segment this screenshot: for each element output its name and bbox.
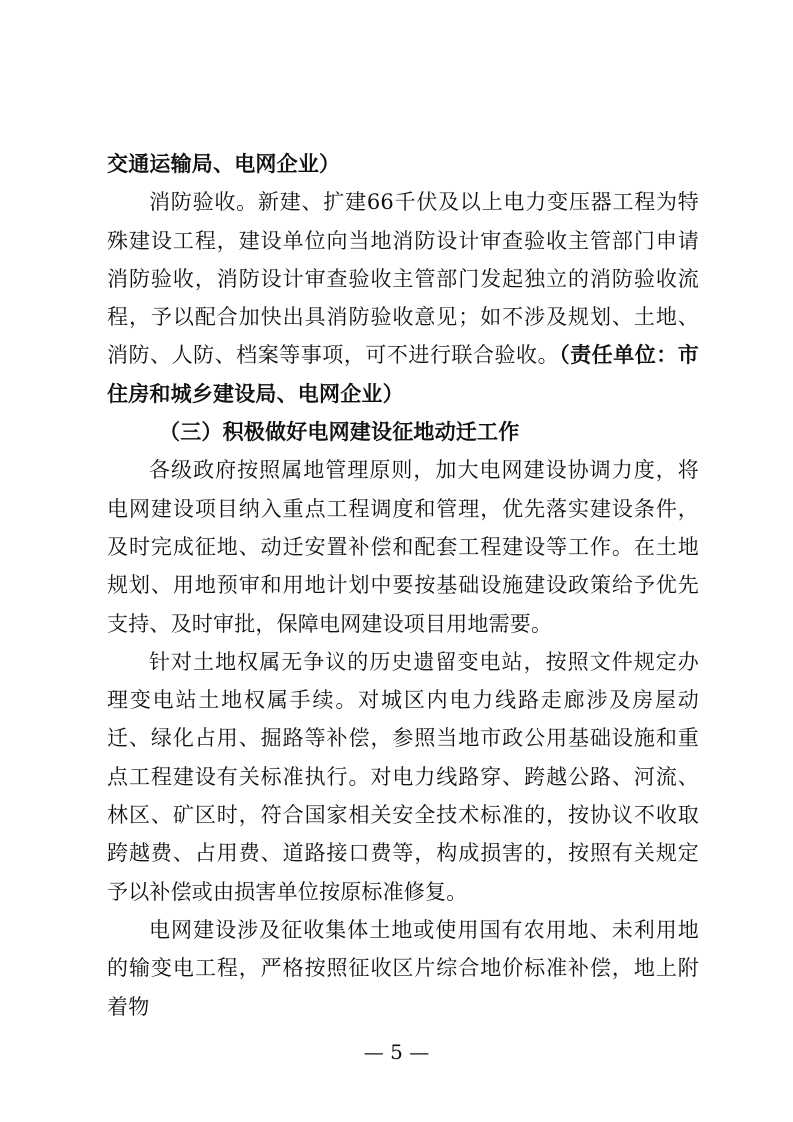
paragraph-land-coordination: 各级政府按照属地管理原则，加大电网建设协调力度，将电网建设项目纳入重点工程调度和管理，优先落实建设条件，及时完成征地、动迁安置补偿和配套工程建设等工作。在土地规划、用地预审和用地计划中要按基础设施建设政策给予优先支持、及时审批，保障电网建设项目用地需要。 [107, 458, 699, 636]
fire-acceptance-text: 消防验收。新建、扩建66千伏及以上电力变压器工程为特殊建设工程，建设单位向当地消防设计审查验收主管部门申请消防验收，消防设计审查验收主管部门发起独立的消防验收流程，予以配合加快出具消防验收意见；如不涉及规划、土地、消防、人防、档案等事项，可不进行联合验收。 [107, 190, 699, 368]
document-body [107, 145, 699, 1026]
paragraph-historical-substations: 针对土地权属无争议的历史遗留变电站，按照文件规定办理变电站土地权属手续。对城区内电力线路走廊涉及房屋动迁、绿化占用、掘路等补偿，参照当地市政公用基础设施和重点工程建设有关标准执行。对电力线路穿、跨越公路、河流、林区、矿区时，符合国家相关安全技术标准的，按协议不收取跨越费、占用费、道路接口费等，构成损害的，按照有关规定予以补偿或由损害单位按原标准修复。 [107, 649, 699, 904]
responsible-units-continued: 交通运输局、电网企业） [107, 152, 341, 176]
paragraph-land-compensation: 电网建设涉及征收集体土地或使用国有农用地、未利用地的输变电工程，严格按照征收区片综合地价标准补偿，地上附着物 [107, 917, 699, 1019]
page-number: — 5 — [363, 1040, 430, 1064]
section-heading-3: （三）积极做好电网建设征地动迁工作 [159, 420, 520, 445]
paragraph-fire-acceptance [107, 183, 699, 413]
responsible-units-housing: （责任单位：市住房和城乡建设局、电网企业） [107, 343, 700, 406]
